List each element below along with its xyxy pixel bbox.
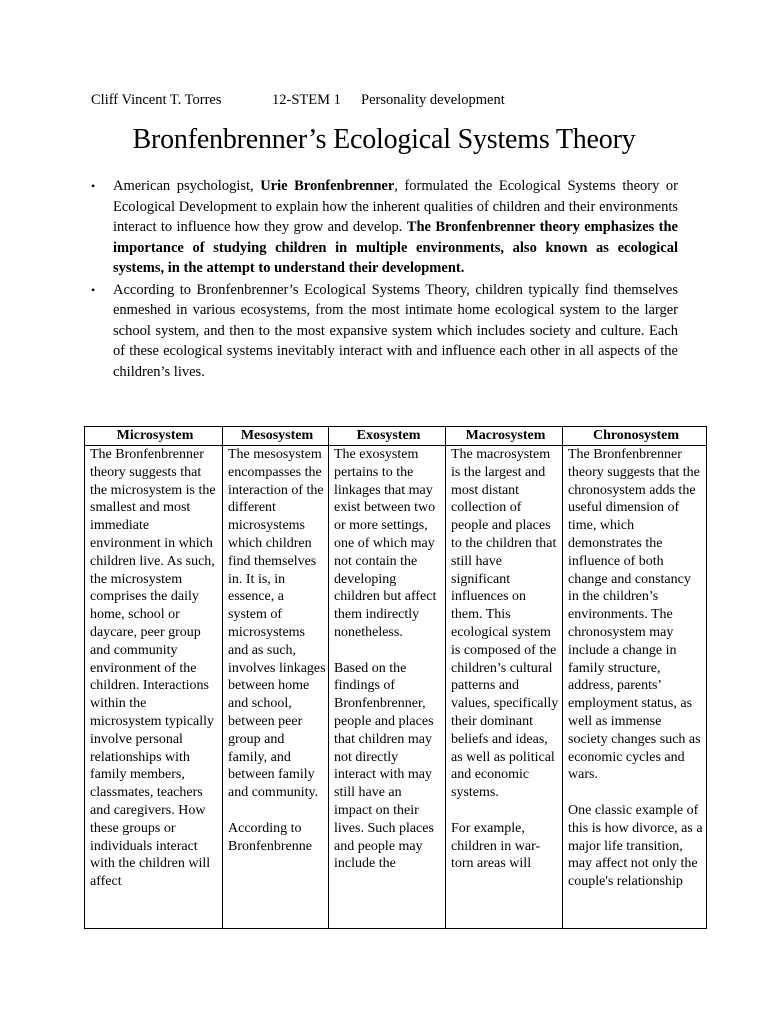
- cell-paragraph: The Bronfenbrenner theory suggests that the microsystem is the smallest and most immediate environment in which children live. As such, the microsystem comprises the daily home, school or daycare, peer group and community environment of the children. Interactions within the microsystem typically involve personal relationships with family members, classmates, teachers and caregivers. How these groups or individuals interact with the children will affect: [90, 447, 216, 890]
- cell-paragraph: The Bronfenbrenner theory suggests that the chronosystem adds the useful dimension of time, which demonstrates the influence of both change and constancy in the children’s environments. The chronosystem may include a change in family structure, address, parents’ employment status, as well as immense society changes such as economic cycles and wars.: [568, 447, 701, 783]
- bullet-text: According to Bronfenbrenner’s Ecological Systems Theory, children typically find themselves enmeshed in various ecosystems, from the most intimate home ecological system to the larger school system, and then to the most expansive system which includes society and culture. Each of these ecological systems inevitably interact with and influence each other in all aspects of the children’s lives.: [113, 281, 678, 380]
- header-mesosystem: Mesosystem: [223, 427, 329, 446]
- cell-chronosystem: [563, 446, 707, 929]
- cell-paragraph: The exosystem pertains to the linkages that may exist between two or more settings, one of which may not contain the developing children but affect them indirectly nonetheless.: [334, 447, 437, 640]
- ecological-systems-table: [84, 426, 707, 929]
- bullet-marker: •: [91, 282, 96, 297]
- table-row: [85, 446, 707, 929]
- bullet-text: American psychologist,: [113, 178, 261, 194]
- class-section: 12-STEM 1: [272, 92, 341, 108]
- cell-paragraph: According to Bronfenbrenne: [228, 820, 312, 854]
- header-chronosystem: Chronosystem: [563, 427, 707, 446]
- cell-paragraph: The mesosystem encompasses the interaction of the different microsystems which children find themselves in. It is, in essence, a system of microsystems and as such, involves linkages between home and school, between peer group and family, and between family and community.: [228, 447, 326, 801]
- document-title: Bronfenbrenner’s Ecological Systems Theory: [132, 124, 636, 155]
- cell-macrosystem: [446, 446, 563, 929]
- cell-microsystem: [85, 446, 223, 929]
- cell-mesosystem: [223, 446, 329, 929]
- table-header-row: [85, 427, 707, 446]
- header-microsystem: Microsystem: [85, 427, 223, 446]
- cell-paragraph: The macrosystem is the largest and most distant collection of people and places to the children that still have significant influences on them. This ecological system is composed of the children’s cultural patterns and values, specifically their dominant beliefs and ideas, as well as political and economic systems.: [451, 447, 559, 801]
- header-macrosystem: Macrosystem: [446, 427, 563, 446]
- document-header: [91, 92, 505, 109]
- bullet-item: [91, 176, 678, 279]
- cell-paragraph: One classic example of this is how divorce, as a major life transition, may affect not only the couple's relationship: [568, 802, 703, 890]
- header-exosystem: Exosystem: [329, 427, 446, 446]
- cell-paragraph: For example, children in war-torn areas will: [451, 820, 541, 872]
- bullet-bold-text: The Bronfenbrenner theory emphasizes the importance of studying children in multiple environments, also known as ecological systems, in the attempt to understand their development.: [113, 219, 678, 276]
- bullet-list: [91, 176, 678, 383]
- cell-exosystem: [329, 446, 446, 929]
- author-name: Cliff Vincent T. Torres: [91, 92, 222, 108]
- subject-name: Personality development: [361, 92, 505, 108]
- cell-paragraph: Based on the findings of Bronfenbrenner, people and places that children may not directly interact with may still have an impact on their lives. Such places and people may include the: [334, 660, 434, 872]
- bullet-item: [91, 280, 678, 383]
- bullet-bold-text: Urie Bronfenbrenner: [260, 178, 395, 194]
- bullet-marker: •: [91, 179, 96, 193]
- bullet-text: , formulated the Ecological Systems theory or Ecological Development to explain how the inherent qualities of children and their environments interact to influence how they grow and develop.: [113, 178, 678, 235]
